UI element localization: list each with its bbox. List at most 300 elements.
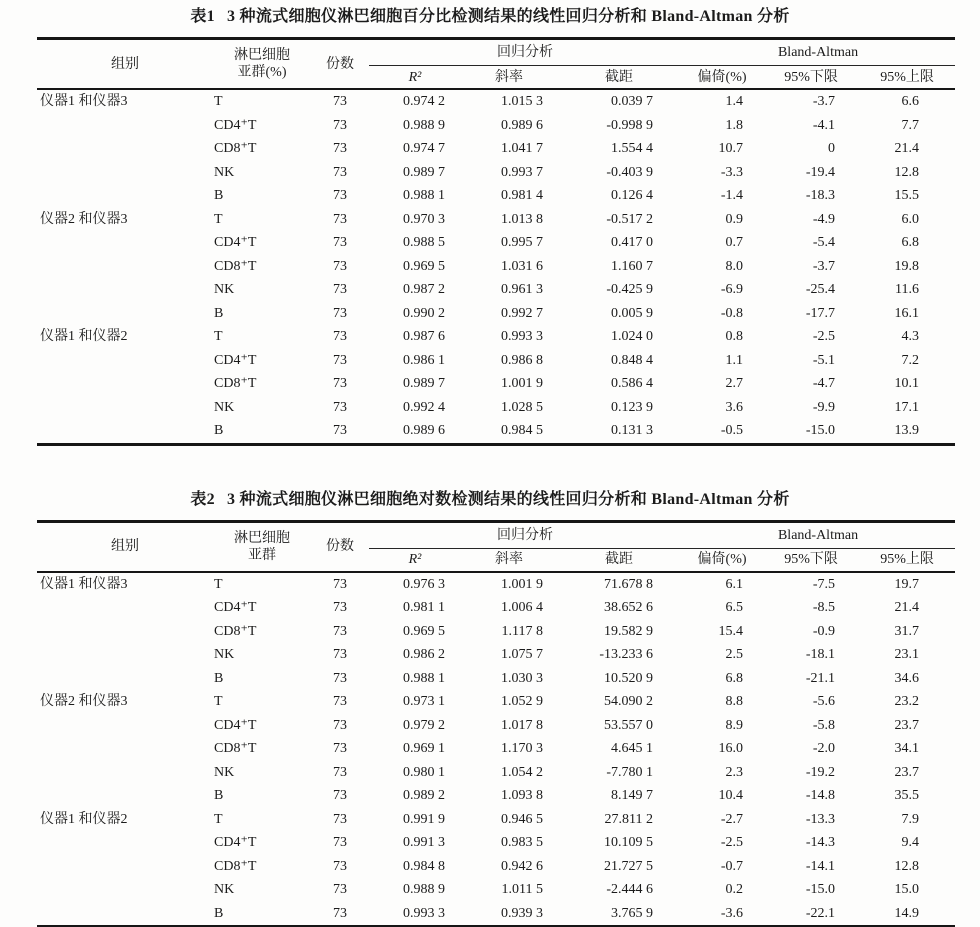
- table-row: [37, 114, 955, 138]
- cell-bias: -6.9: [720, 282, 744, 297]
- cell-intercept: 21.727 5: [604, 858, 654, 874]
- cell-subgroup: B: [214, 788, 224, 803]
- cell-r2: 0.970 3: [403, 211, 445, 227]
- cell-slope: 0.942 6: [501, 858, 543, 874]
- cell-bias: -3.6: [720, 905, 744, 921]
- cell-slope: 1.001 9: [501, 576, 543, 592]
- cell-group: [37, 372, 213, 396]
- cell-lower: -2.0: [812, 741, 836, 756]
- col-header-intercept: 截距: [557, 548, 681, 572]
- cell-intercept: 54.090 2: [604, 694, 654, 709]
- cell-upper: 6.6: [901, 94, 920, 109]
- cell-lower: -9.9: [812, 399, 836, 415]
- cell-slope: 0.993 7: [501, 164, 543, 180]
- cell-lower: -5.8: [812, 717, 836, 733]
- cell-slope: 1.013 8: [501, 211, 543, 227]
- cell-group: [37, 714, 213, 738]
- cell-group: [37, 902, 213, 927]
- table-row: [37, 325, 955, 349]
- cell-subgroup: NK: [214, 399, 235, 415]
- cell-lower: -5.1: [812, 352, 836, 368]
- cell-r2: 0.969 5: [403, 623, 445, 639]
- cell-bias: 2.5: [725, 647, 744, 662]
- cell-bias: 6.8: [725, 670, 744, 686]
- cell-intercept: 38.652 6: [604, 600, 654, 615]
- cell-count: 73: [333, 258, 347, 274]
- cell-r2: 0.992 4: [403, 399, 445, 415]
- cell-subgroup: CD4⁺T: [214, 117, 257, 133]
- cell-upper: 17.1: [894, 399, 920, 415]
- table-row: [37, 737, 955, 761]
- cell-intercept: 0.417 0: [611, 235, 654, 250]
- cell-group: [37, 620, 213, 644]
- col-header-subgroup: [213, 39, 311, 90]
- cell-lower: -17.7: [805, 305, 836, 321]
- cell-count: 73: [333, 905, 347, 921]
- cell-slope: 0.939 3: [501, 905, 543, 921]
- cell-slope: 1.015 3: [501, 94, 543, 109]
- cell-subgroup: CD8⁺T: [214, 141, 257, 156]
- cell-count: 73: [333, 423, 347, 438]
- cell-group: 仪器2 和仪器3: [40, 694, 128, 709]
- cell-count: 73: [333, 352, 347, 368]
- cell-lower: -7.5: [812, 576, 836, 592]
- table1-body: [37, 89, 955, 444]
- cell-slope: 0.983 5: [501, 835, 543, 850]
- table-row: [37, 255, 955, 279]
- cell-group: [37, 737, 213, 761]
- col-header-bias: 偏倚(%): [681, 66, 763, 90]
- cell-subgroup: CD4⁺T: [214, 235, 257, 250]
- cell-intercept: 4.645 1: [611, 741, 654, 756]
- cell-group: 仪器2 和仪器3: [40, 211, 128, 227]
- cell-slope: 0.946 5: [501, 811, 543, 827]
- cell-r2: 0.989 7: [403, 164, 445, 180]
- cell-upper: 9.4: [901, 835, 920, 850]
- cell-upper: 23.7: [894, 764, 920, 780]
- col-header-subgroup: [213, 521, 311, 572]
- cell-lower: -18.3: [805, 188, 836, 203]
- table-row: [37, 208, 955, 232]
- col-header-upper95: 95%上限: [859, 548, 955, 572]
- cell-subgroup: CD4⁺T: [214, 600, 257, 615]
- cell-group: [37, 596, 213, 620]
- cell-count: 73: [333, 576, 347, 592]
- col-header-group: 组别: [37, 521, 213, 572]
- table-row: [37, 855, 955, 879]
- table-row: [37, 831, 955, 855]
- cell-intercept: 1.160 7: [611, 258, 654, 274]
- cell-slope: 1.017 8: [501, 717, 543, 733]
- table-row: [37, 643, 955, 667]
- cell-bias: 1.4: [725, 94, 744, 109]
- cell-upper: 23.7: [894, 717, 920, 733]
- cell-lower: -4.7: [812, 376, 836, 391]
- table-row: [37, 667, 955, 691]
- col-header-slope: 斜率: [461, 66, 557, 90]
- cell-upper: 12.8: [894, 858, 920, 874]
- cell-count: 73: [333, 694, 347, 709]
- cell-group: 仪器1 和仪器3: [40, 576, 128, 592]
- cell-upper: 7.7: [901, 117, 920, 133]
- cell-bias: 1.8: [725, 117, 744, 133]
- cell-lower: -4.9: [812, 211, 836, 227]
- cell-r2: 0.989 2: [403, 788, 445, 803]
- cell-intercept: 1.024 0: [611, 329, 654, 344]
- cell-lower: -0.9: [812, 623, 836, 639]
- cell-subgroup: T: [214, 694, 223, 709]
- cell-group: [37, 667, 213, 691]
- cell-lower: -5.4: [812, 235, 836, 250]
- cell-bias: 10.7: [718, 141, 744, 156]
- cell-lower: -15.0: [805, 882, 836, 897]
- cell-r2: 0.988 1: [403, 670, 445, 686]
- table-row: [37, 302, 955, 326]
- cell-bias: -0.7: [720, 858, 744, 874]
- cell-r2: 0.989 7: [403, 376, 445, 391]
- table-row: [37, 396, 955, 420]
- cell-group: [37, 396, 213, 420]
- cell-subgroup: B: [214, 670, 224, 686]
- cell-intercept: -0.998 9: [606, 117, 654, 133]
- col-header-slope: 斜率: [461, 548, 557, 572]
- col-header-subgroup-line2: 亚群: [248, 547, 276, 563]
- cell-slope: 1.041 7: [501, 141, 543, 156]
- cell-upper: 34.6: [894, 670, 920, 686]
- table-row: [37, 620, 955, 644]
- table-row: [37, 419, 955, 444]
- cell-subgroup: CD4⁺T: [214, 717, 257, 733]
- col-header-lower95: 95%下限: [763, 548, 859, 572]
- table2-title: [0, 488, 980, 511]
- cell-r2: 0.976 3: [403, 576, 445, 592]
- cell-count: 73: [333, 211, 347, 227]
- col-header-intercept: 截距: [557, 66, 681, 90]
- cell-lower: -14.3: [805, 835, 836, 850]
- cell-intercept: 0.005 9: [611, 305, 654, 321]
- cell-r2: 0.979 2: [403, 717, 445, 733]
- col-header-regression: 回归分析: [369, 521, 681, 548]
- cell-r2: 0.974 7: [403, 141, 445, 156]
- cell-count: 73: [333, 882, 347, 897]
- cell-lower: 0: [828, 141, 836, 156]
- cell-count: 73: [333, 141, 347, 156]
- table2-title-tag: 表2: [190, 490, 215, 508]
- cell-subgroup: CD8⁺T: [214, 376, 257, 391]
- table1-title-text: 3 种流式细胞仪淋巴细胞百分比检测结果的线性回归分析和 Bland-Altman 分析: [226, 8, 790, 25]
- cell-subgroup: T: [214, 211, 223, 227]
- table-row: [37, 231, 955, 255]
- cell-bias: 3.6: [725, 399, 744, 415]
- cell-lower: -2.5: [812, 329, 836, 344]
- cell-group: [37, 419, 213, 444]
- cell-subgroup: NK: [214, 282, 235, 297]
- cell-lower: -5.6: [812, 694, 836, 709]
- cell-intercept: -13.233 6: [599, 647, 654, 662]
- cell-group: [37, 831, 213, 855]
- cell-r2: 0.987 2: [403, 282, 445, 297]
- cell-intercept: 0.131 3: [611, 423, 654, 438]
- cell-bias: -0.5: [720, 423, 744, 438]
- cell-upper: 19.7: [894, 576, 920, 592]
- cell-upper: 35.5: [894, 788, 920, 803]
- cell-upper: 12.8: [894, 164, 920, 180]
- cell-slope: 1.028 5: [501, 399, 543, 415]
- table-row: [37, 161, 955, 185]
- cell-lower: -3.7: [812, 94, 836, 109]
- cell-r2: 0.984 8: [403, 858, 445, 874]
- cell-lower: -19.4: [805, 164, 836, 180]
- table2-body: [37, 572, 955, 927]
- cell-slope: 0.981 4: [501, 188, 543, 203]
- col-header-r2: R²: [369, 548, 461, 572]
- table2-header: [37, 521, 955, 572]
- cell-subgroup: CD8⁺T: [214, 258, 257, 274]
- cell-upper: 6.0: [901, 211, 920, 227]
- cell-count: 73: [333, 376, 347, 391]
- cell-bias: 0.8: [725, 329, 744, 344]
- cell-slope: 0.984 5: [501, 423, 543, 438]
- table-row: [37, 184, 955, 208]
- cell-r2: 0.993 3: [403, 905, 445, 921]
- cell-bias: 15.4: [718, 623, 744, 639]
- table2: [37, 520, 955, 927]
- table-row: [37, 902, 955, 927]
- cell-subgroup: CD8⁺T: [214, 623, 257, 639]
- cell-slope: 0.986 8: [501, 352, 543, 368]
- cell-subgroup: CD8⁺T: [214, 741, 257, 756]
- cell-lower: -15.0: [805, 423, 836, 438]
- cell-r2: 0.969 1: [403, 741, 445, 756]
- table1-title-tag: 表1: [190, 8, 215, 25]
- cell-slope: 0.995 7: [501, 235, 543, 250]
- cell-bias: -1.4: [720, 188, 744, 203]
- cell-group: [37, 231, 213, 255]
- table-row: [37, 349, 955, 373]
- cell-upper: 21.4: [894, 141, 920, 156]
- cell-bias: 0.9: [725, 211, 744, 227]
- cell-upper: 34.1: [894, 741, 920, 756]
- cell-bias: 8.8: [725, 694, 744, 709]
- col-header-r2: R²: [369, 66, 461, 90]
- cell-lower: -3.7: [812, 258, 836, 274]
- col-header-bias: 偏倚(%): [681, 548, 763, 572]
- cell-lower: -19.2: [805, 764, 836, 780]
- cell-group: [37, 349, 213, 373]
- cell-upper: 19.8: [894, 258, 920, 274]
- cell-subgroup: NK: [214, 647, 235, 662]
- cell-upper: 14.9: [894, 905, 920, 921]
- cell-upper: 6.8: [901, 235, 920, 250]
- table-row: [37, 714, 955, 738]
- cell-intercept: -0.403 9: [606, 164, 654, 180]
- cell-r2: 0.987 6: [403, 329, 445, 344]
- cell-slope: 1.117 8: [501, 623, 543, 639]
- cell-subgroup: T: [214, 811, 223, 827]
- cell-count: 73: [333, 94, 347, 109]
- cell-subgroup: B: [214, 905, 224, 921]
- table-row: [37, 372, 955, 396]
- cell-count: 73: [333, 717, 347, 733]
- cell-bias: 2.3: [725, 764, 744, 780]
- cell-bias: 16.0: [718, 741, 744, 756]
- cell-lower: -18.1: [805, 647, 836, 662]
- cell-intercept: 19.582 9: [604, 623, 654, 639]
- cell-intercept: 53.557 0: [604, 717, 654, 733]
- cell-count: 73: [333, 858, 347, 874]
- cell-upper: 13.9: [894, 423, 920, 438]
- cell-slope: 1.093 8: [501, 788, 543, 803]
- cell-lower: -14.8: [805, 788, 836, 803]
- cell-upper: 31.7: [894, 623, 920, 639]
- cell-count: 73: [333, 329, 347, 344]
- table1: [37, 37, 955, 446]
- cell-intercept: 3.765 9: [611, 905, 654, 921]
- cell-group: [37, 184, 213, 208]
- cell-slope: 1.054 2: [501, 764, 543, 780]
- col-header-subgroup-line1: 淋巴细胞: [234, 48, 290, 63]
- cell-bias: -2.7: [720, 811, 744, 827]
- table2-title-text: 3 种流式细胞仪淋巴细胞绝对数检测结果的线性回归分析和 Bland-Altman 分析: [226, 490, 790, 508]
- col-header-upper95: 95%上限: [859, 66, 955, 90]
- col-header-count: 份数: [311, 521, 369, 572]
- cell-bias: 10.4: [718, 788, 744, 803]
- cell-group: [37, 114, 213, 138]
- cell-r2: 0.988 1: [403, 188, 445, 203]
- cell-intercept: 1.554 4: [611, 141, 654, 156]
- cell-count: 73: [333, 623, 347, 639]
- cell-group: 仪器1 和仪器2: [40, 329, 128, 344]
- cell-upper: 7.9: [901, 811, 920, 827]
- table1-title: [0, 5, 980, 28]
- cell-r2: 0.988 5: [403, 235, 445, 250]
- cell-group: 仪器1 和仪器2: [40, 811, 128, 827]
- cell-lower: -14.1: [805, 858, 836, 874]
- cell-count: 73: [333, 670, 347, 686]
- cell-r2: 0.991 3: [403, 835, 445, 850]
- cell-slope: 0.989 6: [501, 117, 543, 133]
- cell-subgroup: CD8⁺T: [214, 858, 257, 874]
- col-header-bland-altman: Bland-Altman: [681, 39, 955, 66]
- cell-intercept: -0.517 2: [606, 211, 654, 227]
- cell-intercept: 8.149 7: [611, 788, 654, 803]
- col-header-count: 份数: [311, 39, 369, 90]
- cell-intercept: -0.425 9: [606, 282, 654, 297]
- cell-group: [37, 137, 213, 161]
- cell-intercept: 0.123 9: [611, 399, 654, 415]
- cell-upper: 4.3: [901, 329, 920, 344]
- cell-count: 73: [333, 305, 347, 321]
- cell-r2: 0.981 1: [403, 600, 445, 615]
- cell-intercept: 0.848 4: [611, 352, 654, 368]
- cell-r2: 0.989 6: [403, 423, 445, 438]
- table-row: [37, 572, 955, 597]
- cell-slope: 0.961 3: [501, 282, 543, 297]
- cell-count: 73: [333, 835, 347, 850]
- cell-bias: 1.1: [725, 352, 744, 368]
- cell-r2: 0.974 2: [403, 94, 445, 109]
- cell-intercept: 10.109 5: [604, 835, 654, 850]
- cell-subgroup: B: [214, 188, 224, 203]
- cell-bias: 6.1: [725, 576, 744, 592]
- table1-header: [37, 39, 955, 90]
- cell-lower: -25.4: [805, 282, 836, 297]
- cell-slope: 1.052 9: [501, 694, 543, 709]
- cell-subgroup: T: [214, 94, 223, 109]
- cell-subgroup: T: [214, 329, 223, 344]
- cell-lower: -8.5: [812, 600, 836, 615]
- cell-subgroup: NK: [214, 882, 235, 897]
- cell-intercept: 0.039 7: [611, 94, 654, 109]
- cell-count: 73: [333, 399, 347, 415]
- cell-intercept: 71.678 8: [604, 576, 654, 592]
- cell-slope: 1.001 9: [501, 376, 543, 391]
- cell-intercept: 0.126 4: [611, 188, 654, 203]
- cell-slope: 1.170 3: [501, 741, 543, 756]
- cell-bias: 8.9: [725, 717, 744, 733]
- col-header-bland-altman: Bland-Altman: [681, 521, 955, 548]
- cell-count: 73: [333, 647, 347, 662]
- table-row: [37, 89, 955, 114]
- table-row: [37, 278, 955, 302]
- cell-count: 73: [333, 188, 347, 203]
- col-header-lower95: 95%下限: [763, 66, 859, 90]
- cell-intercept: 10.520 9: [604, 670, 654, 686]
- cell-group: [37, 278, 213, 302]
- cell-group: [37, 302, 213, 326]
- cell-group: 仪器1 和仪器3: [40, 94, 128, 109]
- cell-r2: 0.986 1: [403, 352, 445, 368]
- table-row: [37, 878, 955, 902]
- table-row: [37, 808, 955, 832]
- cell-group: [37, 161, 213, 185]
- col-header-subgroup-line2: 亚群(%): [237, 65, 287, 80]
- cell-slope: 1.011 5: [501, 882, 543, 897]
- cell-upper: 15.0: [894, 882, 920, 897]
- cell-bias: 2.7: [725, 376, 744, 391]
- cell-group: [37, 878, 213, 902]
- cell-subgroup: CD4⁺T: [214, 352, 257, 368]
- cell-upper: 10.1: [894, 376, 920, 391]
- cell-r2: 0.986 2: [403, 647, 445, 662]
- cell-count: 73: [333, 282, 347, 297]
- cell-count: 73: [333, 788, 347, 803]
- cell-subgroup: CD4⁺T: [214, 835, 257, 850]
- cell-upper: 21.4: [894, 600, 920, 615]
- cell-lower: -22.1: [805, 905, 836, 921]
- cell-count: 73: [333, 235, 347, 250]
- cell-subgroup: B: [214, 305, 224, 321]
- cell-upper: 23.1: [894, 647, 920, 662]
- cell-lower: -21.1: [805, 670, 836, 686]
- cell-slope: 1.075 7: [501, 647, 543, 662]
- col-header-group: 组别: [37, 39, 213, 90]
- cell-count: 73: [333, 117, 347, 133]
- table-row: [37, 137, 955, 161]
- cell-lower: -13.3: [805, 811, 836, 827]
- cell-group: [37, 855, 213, 879]
- cell-intercept: -2.444 6: [606, 882, 654, 897]
- cell-r2: 0.991 9: [403, 811, 445, 827]
- cell-intercept: 27.811 2: [604, 811, 654, 827]
- cell-bias: -0.8: [720, 305, 744, 321]
- cell-count: 73: [333, 164, 347, 180]
- cell-count: 73: [333, 764, 347, 780]
- cell-bias: -3.3: [720, 164, 744, 180]
- cell-upper: 15.5: [894, 188, 920, 203]
- cell-count: 73: [333, 811, 347, 827]
- table-row: [37, 784, 955, 808]
